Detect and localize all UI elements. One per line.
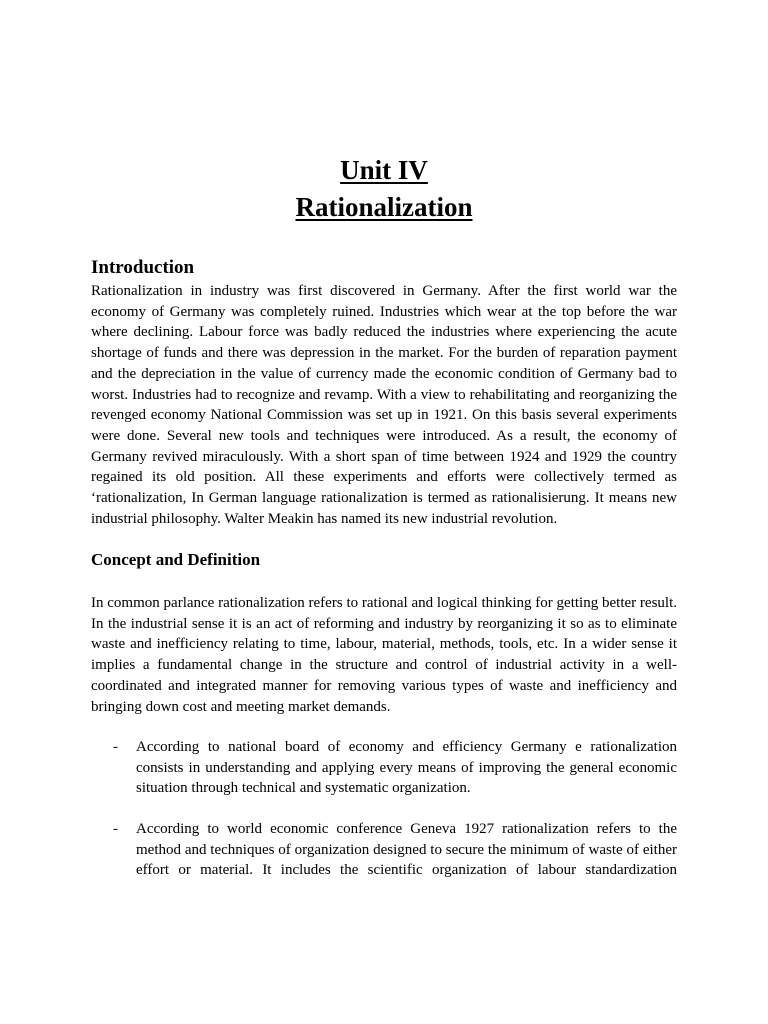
unit-title: Unit IV bbox=[340, 155, 428, 185]
concept-definition-heading: Concept and Definition bbox=[91, 550, 261, 569]
bullet-text: According to world economic conference Geneva 1927 rationalization refers to the method and techniques of organization designed to secure the minimum of waste of either effort or material. It includes the scientific organization of labour standardization bbox=[136, 821, 677, 879]
topic-title: Rationalization bbox=[295, 192, 473, 222]
introduction-heading: Introduction bbox=[91, 257, 195, 278]
list-item bbox=[113, 819, 677, 881]
bullet-marker: - bbox=[113, 739, 118, 755]
bullet-text: According to national board of economy and efficiency Germany e rationalization consists in understanding and applying every means of improving the general economic situation through technical and systematic organization. bbox=[136, 739, 677, 797]
list-item bbox=[113, 737, 677, 799]
bullet-marker: - bbox=[113, 821, 118, 837]
introduction-paragraph: Rationalization in industry was first discovered in Germany. After the first world war the economy of Germany was completely ruined. Industries which wear at the top before the war where declining. Labour force was badly reduced the industries where experiencing the acute shortage of funds and there was depression in the market. For the burden of reparation payment and the depreciation in the value of currency made the economic condition of Germany bad to worst. Industries had to recognize and revamp. With a view to rehabilitating and reorganizing the revenged economy National Commission was set up in 1921. On this basis several experiments were done. Several new tools and techniques were introduced. As a result, the economy of Germany revived miraculously. With a short span of time between 1924 and 1929 the country regained its old position. All these experiments and efforts were collectively termed as ‘rationalization, In German language rationalization is termed as rationalisierung. It means new industrial philosophy. Walter Meakin has named its new industrial revolution. bbox=[91, 283, 677, 527]
document-title bbox=[91, 152, 677, 226]
concept-paragraph: In common parlance rationalization refers to rational and logical thinking for getting better result. In the industrial sense it is an act of reforming and industry by reorganizing it so as to eliminate waste and inefficiency relating to time, labour, material, methods, tools, etc. In a wider sense it implies a fundamental change in the structure and control of industrial activity in a well-coordinated and integrated manner for removing various types of waste and inefficiency and bringing down cost and meeting market demands. bbox=[91, 595, 677, 715]
